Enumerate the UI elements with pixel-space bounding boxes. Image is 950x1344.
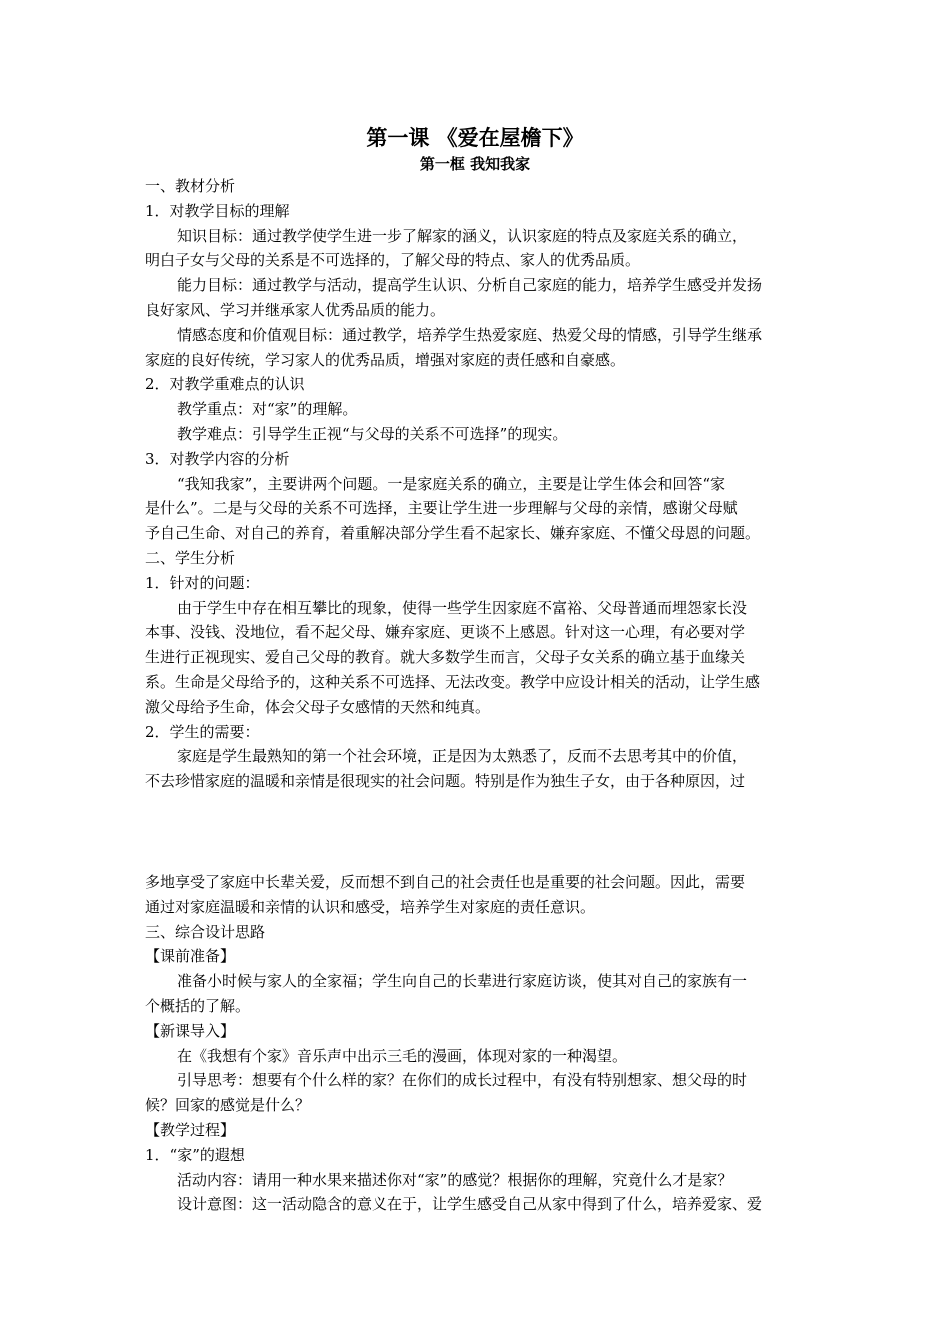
text-line: 一、教材分析 xyxy=(145,177,236,195)
text-line: 【课前准备】 xyxy=(145,947,236,966)
text-line: 不去珍惜家庭的温暖和亲情是很现实的社会问题。特别是作为独生子女，由于各种原因，过 xyxy=(145,772,746,791)
text-line: 教学重点：对“家”的理解。 xyxy=(177,400,358,419)
text-line: 生进行正视现实、爱自己父母的教育。就大多数学生而言，父母子女关系的确立基于血缘关 xyxy=(145,648,746,667)
text-line: 【新课导入】 xyxy=(145,1021,236,1040)
text-line: 准备小时候与家人的全家福；学生向自己的长辈进行家庭访谈，使其对自己的家族有一 xyxy=(177,972,748,991)
text-line: 引导思考：想要有个什么样的家？在你们的成长过程中，有没有特别想家、想父母的时 xyxy=(177,1071,748,1090)
text-line: 个概括的了解。 xyxy=(145,996,251,1015)
text-line: 2．对教学重难点的认识 xyxy=(145,375,305,394)
text-line: “我知我家”，主要讲两个问题。一是家庭关系的确立，主要是让学生体会和回答“家 xyxy=(177,474,726,493)
text-block-upper xyxy=(145,174,810,794)
text-line: 活动内容：请用一种水果来描述你对“家”的感觉？根据你的理解，究竟什么才是家？ xyxy=(177,1170,733,1189)
text-line: 激父母给予生命，体会父母子女感情的天然和纯真。 xyxy=(145,697,491,716)
text-line: 【教学过程】 xyxy=(145,1120,236,1139)
text-line: 家庭是学生最熟知的第一个社会环境，正是因为太熟悉了，反而不去思考其中的价值， xyxy=(177,747,748,766)
text-line: 是什么”。二是与父母的关系不可选择，主要让学生进一步理解与父母的亲情，感谢父母赋 xyxy=(145,499,738,518)
text-line: 予自己生命、对自己的养育，着重解决部分学生看不起家长、嫌弃家庭、不懂父母恩的问题。 xyxy=(145,524,761,543)
text-line: 明白子女与父母的关系是不可选择的，了解父母的特点、家人的优秀品质。 xyxy=(145,251,641,270)
text-line: 1．“家”的遐想 xyxy=(145,1145,245,1164)
text-line: 能力目标：通过教学与活动，提高学生认识、分析自己家庭的能力，培养学生感受并发扬 xyxy=(177,276,763,295)
text-line: 家庭的良好传统，学习家人的优秀品质，增强对家庭的责任感和自豪感。 xyxy=(145,350,626,369)
document-title: 第一课 《爱在屋檐下》 xyxy=(366,125,584,150)
text-line: 本事、没钱、没地位，看不起父母、嫌弃家庭、更谈不上感恩。针对这一心理，有必要对学 xyxy=(145,623,746,642)
text-line: 设计意图：这一活动隐含的意义在于，让学生感受自己从家中得到了什么，培养爱家、爱 xyxy=(177,1195,763,1214)
text-line: 3．对教学内容的分析 xyxy=(145,449,290,468)
text-line: 在《我想有个家》音乐声中出示三毛的漫画，体现对家的一种渴望。 xyxy=(177,1046,628,1065)
text-line: 由于学生中存在相互攀比的现象，使得一些学生因家庭不富裕、父母普通而埋怨家长没 xyxy=(177,598,748,617)
text-line: 情感态度和价值观目标：通过教学，培养学生热爱家庭、热爱父母的情感，引导学生继承 xyxy=(177,325,763,344)
text-line: 良好家风、学习并继承家人优秀品质的能力。 xyxy=(145,300,446,319)
text-line: 通过对家庭温暖和亲情的认识和感受，培养学生对家庭的责任意识。 xyxy=(145,897,596,916)
text-line: 三、综合设计思路 xyxy=(145,922,266,941)
text-line: 二、学生分析 xyxy=(145,548,236,567)
text-line: 系。生命是父母给予的，这种关系不可选择、无法改变。教学中应设计相关的活动，让学生感 xyxy=(145,672,761,691)
text-line: 多地享受了家庭中长辈关爱，反而想不到自己的社会责任也是重要的社会问题。因此，需要 xyxy=(145,873,746,891)
text-line: 1．对教学目标的理解 xyxy=(145,201,290,220)
document-subtitle: 第一框 我知我家 xyxy=(419,155,531,173)
text-line: 教学难点：引导学生正视“与父母的关系不可选择”的现实。 xyxy=(177,424,568,443)
text-line: 候？回家的感觉是什么？ xyxy=(145,1096,311,1115)
text-block-lower xyxy=(145,870,810,1217)
text-line: 1．针对的问题： xyxy=(145,573,260,592)
text-line: 知识目标：通过教学使学生进一步了解家的涵义，认识家庭的特点及家庭关系的确立， xyxy=(177,226,748,245)
text-line: 2．学生的需要： xyxy=(145,722,260,741)
